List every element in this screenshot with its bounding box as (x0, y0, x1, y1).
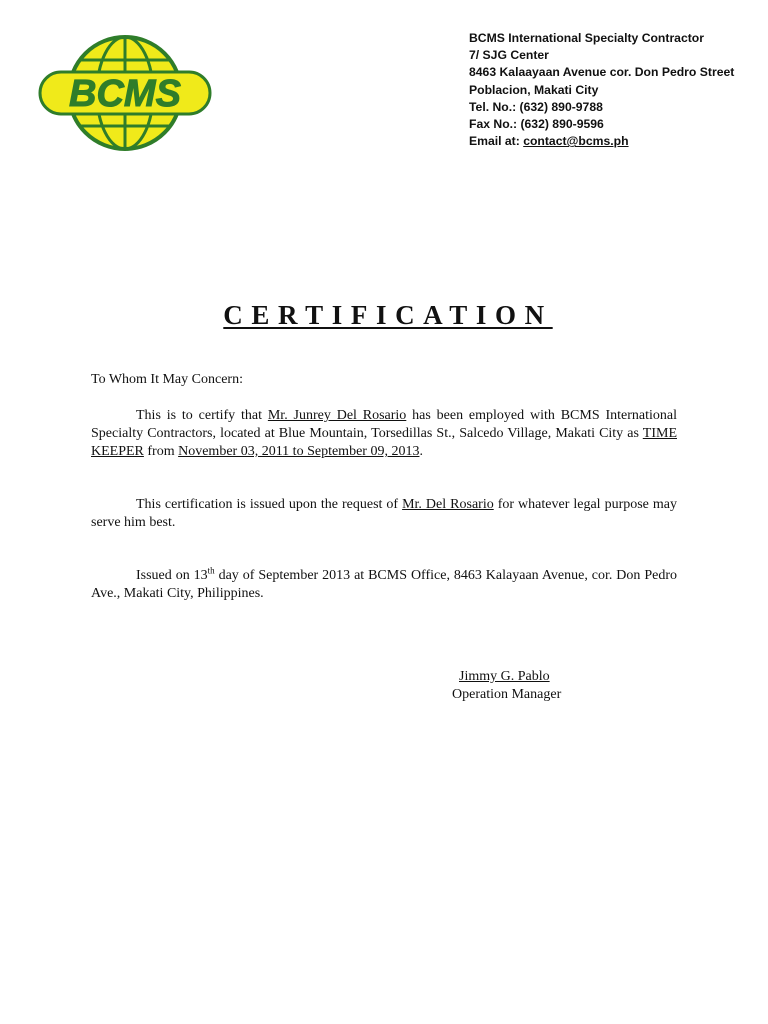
logo-text: BCMS (69, 73, 181, 115)
employment-paragraph: This is to certify that Mr. Junrey Del Rosario has been employed with BCMS International Specialty Contractors, located at Blue Mountain, Torsedillas St., Salcedo Village, Makati City as TIME KEEPER from November 03, 2011 to September 09, 2013. (91, 408, 677, 459)
issued-paragraph: Issued on 13th day of September 2013 at BCMS Office, 8463 Kalayaan Avenue, cor. Don Pedro Ave., Makati City, Philippines. (91, 565, 677, 601)
employment-period: November 03, 2011 to September 09, 2013 (178, 444, 420, 459)
certificate-title-wrap (0, 300, 768, 331)
requester-name: Mr. Del Rosario (402, 497, 494, 512)
salutation: To Whom It May Concern: (91, 372, 243, 387)
building: 7/ SJG Center (469, 48, 549, 63)
signatory-title: Operation Manager (452, 687, 562, 702)
employee-name: Mr. Junrey Del Rosario (267, 408, 407, 423)
email-label: Email at: (469, 134, 520, 149)
job-position: TIME KEEPER (91, 426, 677, 459)
purpose-paragraph: This certification is issued upon the request of Mr. Del Rosario for whatever legal purpose may serve him best. (91, 497, 678, 530)
street-address: 8463 Kalaayaan Avenue cor. Don Pedro Street (469, 65, 735, 80)
company-name: BCMS International Specialty Contractor (469, 31, 704, 45)
letterhead (469, 30, 759, 150)
email-line (469, 133, 759, 150)
certificate-title: CERTIFICATION (223, 300, 553, 330)
email-link[interactable]: contact@bcms.ph (523, 134, 629, 149)
bcms-logo (38, 34, 212, 152)
city: Poblacion, Makati City (469, 82, 599, 97)
telephone: Tel. No.: (632) 890-9788 (469, 99, 603, 114)
signatory-name: Jimmy G. Pablo (459, 669, 550, 684)
fax: Fax No.: (632) 890-9596 (469, 117, 604, 132)
